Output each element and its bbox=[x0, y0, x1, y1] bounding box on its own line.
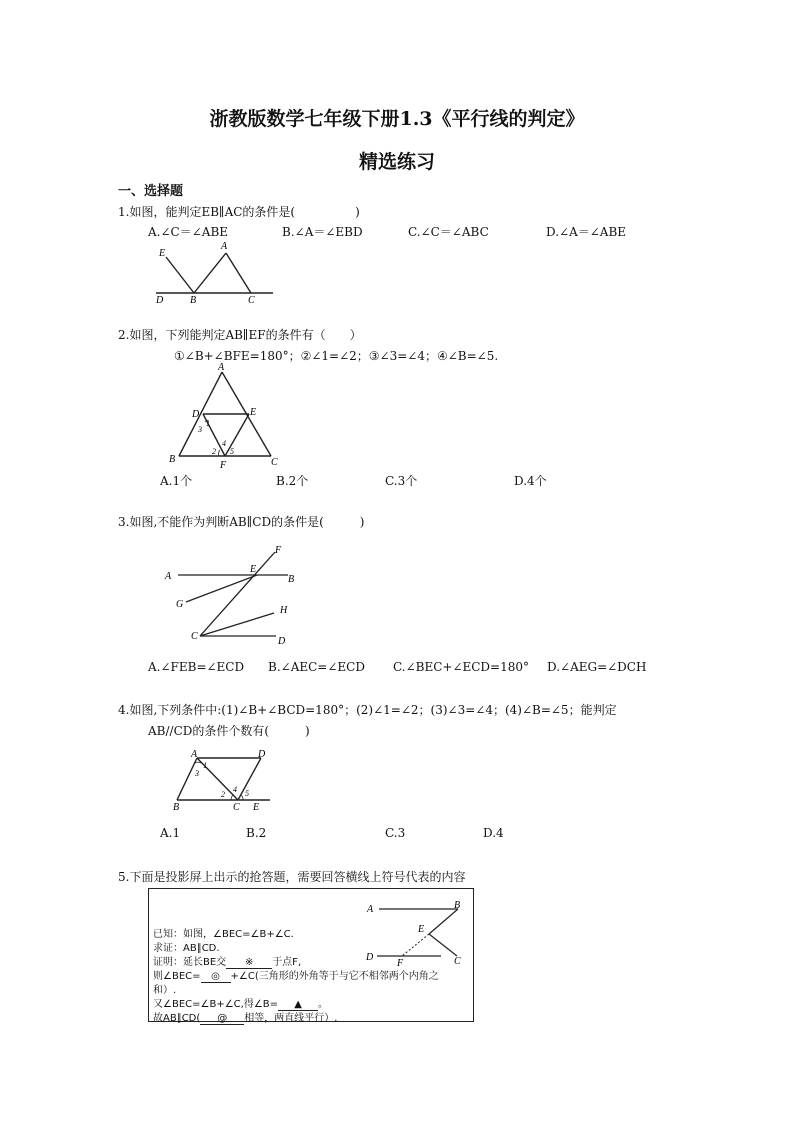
blank-symbol-1: ※ bbox=[226, 957, 272, 969]
q4-stem: 4.如图,下列条件中:(1)∠B+∠BCD=180°；(2)∠1=∠2；(3)∠3=∠4；(4)∠B=∠5；能判定 bbox=[118, 703, 617, 717]
q2-label-d: D bbox=[192, 409, 200, 420]
q3-label-d: D bbox=[278, 636, 286, 647]
q2-label-e: E bbox=[250, 407, 257, 418]
q4-figure bbox=[165, 746, 280, 814]
q4-option-a: A.1 bbox=[160, 826, 181, 840]
q3-label-f: F bbox=[275, 545, 282, 556]
q2-label-b: B bbox=[169, 454, 176, 465]
q3-stem: 3.如图,不能作为判断AB∥CD的条件是( ) bbox=[118, 515, 365, 529]
blank-symbol-3: ▲ bbox=[278, 999, 318, 1011]
q3-option-b: B.∠AEC=∠ECD bbox=[268, 660, 365, 674]
q4-option-d: D.4 bbox=[483, 826, 504, 840]
q3-label-c: C bbox=[191, 631, 198, 642]
q4-label-1: 1 bbox=[203, 761, 207, 770]
q3-label-e: E bbox=[250, 564, 257, 575]
q1-option-b: B.∠A＝∠EBD bbox=[282, 225, 363, 239]
projection-panel bbox=[148, 888, 474, 1022]
proof-prove: 求证：AB∥CD. bbox=[153, 943, 220, 954]
q1-figure bbox=[150, 240, 280, 305]
q5-label-b: B bbox=[454, 900, 461, 911]
q2-option-a: A.1个 bbox=[160, 474, 193, 488]
q2-stem: 2.如图，下列能判定AB∥EF的条件有（ ） bbox=[118, 328, 362, 342]
q1-label-e: E bbox=[159, 248, 166, 259]
q2-label-a: A bbox=[218, 362, 225, 373]
proof-step-1: 证明：延长BE交 ※ 于点F, bbox=[153, 957, 302, 968]
q1-label-a: A bbox=[221, 241, 228, 252]
q2-label-3: 3 bbox=[198, 425, 202, 434]
q5-label-a: A bbox=[367, 904, 374, 915]
section-heading: 一、选择题 bbox=[118, 184, 184, 199]
blank-symbol-4: @ bbox=[200, 1013, 244, 1025]
q4-label-e: E bbox=[253, 802, 260, 813]
q5-figure bbox=[361, 897, 471, 969]
q3-label-h: H bbox=[280, 605, 288, 616]
q5-label-d: D bbox=[366, 952, 374, 963]
proof-step-2-cont: 和）. bbox=[153, 985, 177, 996]
q5-stem: 5.下面是投影屏上出示的抢答题，需要回答横线上符号代表的内容 bbox=[118, 870, 466, 884]
q4-label-d: D bbox=[258, 749, 266, 760]
q4-label-a: A bbox=[191, 749, 198, 760]
q2-label-5: 5 bbox=[230, 447, 234, 456]
q1-option-d: D.∠A＝∠ABE bbox=[546, 225, 627, 239]
q4-option-c: C.3 bbox=[385, 826, 406, 840]
q4-label-c: C bbox=[233, 802, 240, 813]
document-title: 浙教版数学七年级下册1.3《平行线的判定》 bbox=[209, 108, 585, 130]
q2-label-1: 1 bbox=[206, 419, 210, 428]
q3-option-d: D.∠AEG=∠DCH bbox=[547, 660, 647, 674]
proof-given: 已知：如图，∠BEC=∠B+∠C. bbox=[153, 929, 294, 940]
q3-option-a: A.∠FEB=∠ECD bbox=[148, 660, 245, 674]
proof-step-3: 又∠BEC=∠B+∠C,得∠B= ▲ 。 bbox=[153, 999, 329, 1010]
q2-option-b: B.2个 bbox=[276, 474, 309, 488]
q1-option-c: C.∠C＝∠ABC bbox=[408, 225, 489, 239]
document-subtitle: 精选练习 bbox=[358, 151, 435, 173]
q2-label-c: C bbox=[271, 457, 278, 468]
q4-stem-continued: AB//CD的条件个数有( ) bbox=[148, 724, 310, 738]
proof-step-2: 则∠BEC= ◎ +∠C(三角形的外角等于与它不相邻两个内角之 bbox=[153, 971, 439, 982]
q2-conditions: ①∠B+∠BFE=180°；②∠1=∠2；③∠3=∠4；④∠B=∠5. bbox=[174, 349, 499, 363]
q3-figure bbox=[160, 540, 305, 652]
q4-label-5: 5 bbox=[245, 789, 249, 798]
proof-step-4: 故AB∥CD( @ 相等，两直线平行）. bbox=[153, 1013, 338, 1024]
q4-label-b: B bbox=[173, 802, 180, 813]
q5-label-c: C bbox=[454, 956, 461, 967]
q5-label-f: F bbox=[397, 958, 404, 969]
blank-symbol-2: ◎ bbox=[201, 971, 231, 983]
q3-label-g: G bbox=[176, 599, 184, 610]
q4-label-3: 3 bbox=[195, 769, 199, 778]
q2-label-2: 2 bbox=[212, 447, 216, 456]
q2-figure bbox=[165, 362, 290, 470]
q3-label-a: A bbox=[165, 571, 172, 582]
q1-stem: 1.如图，能判定EB∥AC的条件是( ) bbox=[118, 205, 360, 219]
q3-option-c: C.∠BEC+∠ECD=180° bbox=[393, 660, 530, 674]
q1-label-d: D bbox=[156, 295, 164, 305]
q5-label-e: E bbox=[418, 924, 425, 935]
q4-option-b: B.2 bbox=[246, 826, 267, 840]
q4-label-4: 4 bbox=[233, 785, 237, 794]
q1-label-c: C bbox=[248, 295, 255, 305]
q2-label-4: 4 bbox=[222, 439, 226, 448]
q2-label-f: F bbox=[220, 460, 227, 470]
q1-label-b: B bbox=[190, 295, 197, 305]
q1-option-a: A.∠C＝∠ABE bbox=[148, 225, 229, 239]
q2-option-c: C.3个 bbox=[385, 474, 418, 488]
q4-label-2: 2 bbox=[221, 790, 225, 799]
q3-label-b: B bbox=[288, 574, 295, 585]
q2-option-d: D.4个 bbox=[514, 474, 547, 488]
